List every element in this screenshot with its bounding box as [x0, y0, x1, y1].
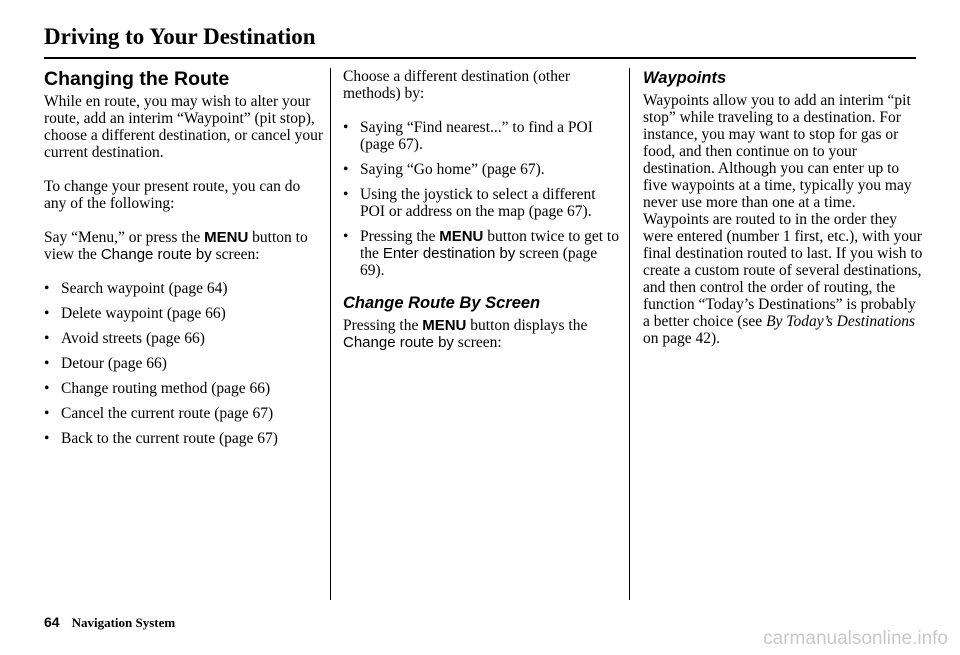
section-heading-changing-route: Changing the Route	[44, 68, 230, 90]
menu-button-label: MENU	[439, 228, 484, 245]
page-footer	[44, 614, 175, 631]
waypoints-paragraph: Waypoints allow you to add an interim “pit stop” while traveling to a destination. For instance, you may want to stop for gas or food, and then continue on to your destination. Although you can enter up to five waypoints at a time, typically you may never use more than one at a time. Waypoints are routed to in the order they were entered (number 1 first, etc.), with your final destination routed to last. If you wish to create a custom route of several destinations, and then control the order of routing, the function “Today’s Destinations” is probably a better choice (see By Today’s Destinations on page 42).	[643, 92, 923, 347]
menu-button-label: MENU	[422, 317, 467, 334]
page-title: Driving to Your Destination	[44, 24, 316, 49]
title-rule	[44, 57, 916, 59]
list-item: • Using the joystick to select a different POI or address on the map (page 67).	[343, 186, 596, 220]
destination-methods-intro: Choose a different destination (other methods) by:	[343, 68, 570, 102]
list-item: • Delete waypoint (page 66)	[44, 305, 226, 322]
cross-reference: By Today’s Destinations	[766, 313, 916, 330]
change-route-screen-paragraph: Pressing the MENU button displays the Change route by screen:	[343, 317, 588, 351]
list-item: • Avoid streets (page 66)	[44, 330, 205, 347]
list-item: • Search waypoint (page 64)	[44, 280, 228, 297]
list-item: • Back to the current route (page 67)	[44, 430, 278, 447]
destination-methods-list	[343, 119, 623, 279]
list-item: • Saying “Find nearest...” to find a POI (page 67).	[343, 119, 593, 153]
list-item: • Detour (page 66)	[44, 355, 167, 372]
menu-button-label: MENU	[204, 229, 249, 246]
column-1	[44, 68, 324, 455]
list-item: • Saying “Go home” (page 67).	[343, 161, 545, 178]
list-item: • Change routing method (page 66)	[44, 380, 271, 397]
page-number: 64	[44, 614, 60, 630]
intro-paragraph: While en route, you may wish to alter your route, add an interim “Waypoint” (pit stop), choose a different destination, or cancel your current destination.	[44, 93, 324, 161]
column-3	[643, 68, 923, 364]
footer-section: Navigation System	[71, 615, 176, 630]
column-divider	[629, 68, 630, 600]
screen-name: Change route by	[343, 334, 454, 351]
list-item: • Pressing the MENU button twice to get to the Enter destination by screen (page 69).	[343, 228, 619, 279]
column-divider	[330, 68, 331, 600]
subheading-waypoints: Waypoints	[643, 69, 727, 87]
screen-name: Change route by	[100, 246, 212, 263]
instruction-paragraph: To change your present route, you can do any of the following:	[44, 178, 301, 212]
screen-name: Enter destination by	[382, 245, 516, 262]
list-item: • Cancel the current route (page 67)	[44, 405, 274, 422]
subheading-change-route-by-screen: Change Route By Screen	[343, 294, 541, 312]
column-2	[343, 68, 623, 368]
change-route-options-list	[44, 280, 324, 447]
watermark: carmanualsonline.info	[763, 628, 948, 649]
menu-instruction-paragraph: Say “Menu,” or press the MENU button to view the Change route by screen:	[44, 229, 308, 263]
